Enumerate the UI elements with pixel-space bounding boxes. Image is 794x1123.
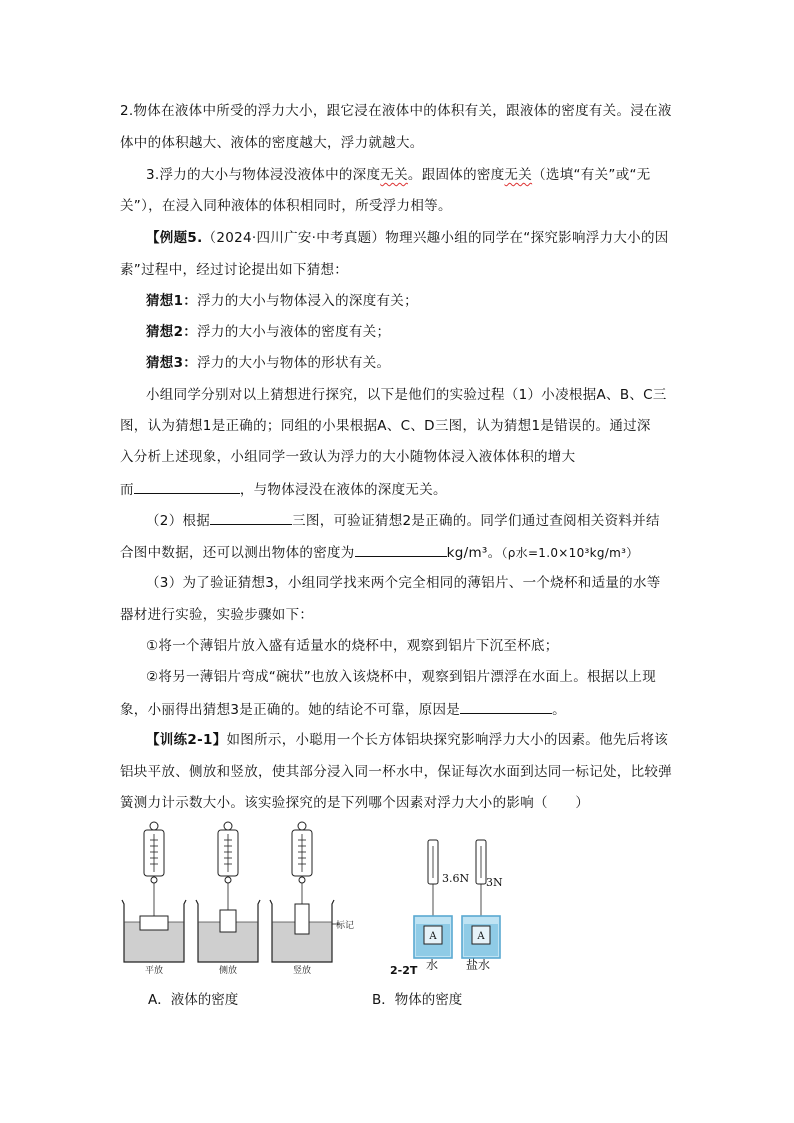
- svg-text:A: A: [429, 931, 437, 942]
- label-upright: 竖放: [292, 966, 312, 976]
- example-tag: 【例题5.: [146, 230, 203, 246]
- training-line2: 铝块平放、侧放和竖放，使其部分浸入同一杯水中，保证每次水面到达同一标记处，比较弹: [120, 764, 672, 780]
- reading-saltwater: 3N: [486, 876, 503, 889]
- answer-blank-2[interactable]: [210, 510, 292, 525]
- figure-id: 2-2T: [390, 964, 418, 977]
- option-a[interactable]: A．液体的密度: [148, 992, 239, 1008]
- q1-line3: 入分析上述现象，小组同学一致认为浮力的大小随物体浸入液体体积的增大: [120, 449, 576, 465]
- label-side: 侧放: [218, 966, 238, 976]
- answer-blank-4[interactable]: [460, 699, 552, 714]
- answer-depth: 无关: [380, 167, 408, 183]
- svg-text:A: A: [477, 931, 485, 942]
- q2-line2: 合图中数据，还可以测出物体的密度为 kg/m³。（ρ水=1.0×10³kg/m³）: [120, 542, 680, 563]
- label-saltwater: 盐水: [466, 958, 491, 972]
- summary-point-3-line1: 3.浮力的大小与物体浸没液体中的深度无关。跟固体的密度无关（选填“有关”或“无: [146, 167, 651, 183]
- summary-point-2-line2: 体中的体积越大、液体的密度越大，浮力就越大。: [120, 135, 424, 151]
- training-line3: 簧测力计示数大小。该实验探究的是下列哪个因素对浮力大小的影响（ ）: [120, 795, 590, 811]
- mark-label: 标记: [336, 921, 355, 931]
- block-upright: [295, 904, 309, 934]
- option-b[interactable]: B．物体的密度: [372, 992, 463, 1008]
- label-water: 水: [426, 958, 439, 972]
- q1-line2: 图，认为猜想1是正确的；同组的小果根据A、C、D三图，认为猜想1是错误的。通过深: [120, 418, 651, 434]
- guess-1: 猜想1：浮力的大小与物体浸入的深度有关；: [146, 293, 418, 309]
- guess-3: 猜想3：浮力的大小与物体的形状有关。: [146, 355, 391, 371]
- step-2: ②将另一薄铝片弯成“碗状”也放入该烧杯中，观察到铝片漂浮在水面上。根据以上现: [146, 669, 656, 685]
- example-5-line2: 素”过程中，经过讨论提出如下猜想：: [120, 262, 349, 278]
- summary-point-3-line2: 关”），在浸入同种液体的体积相同时，所受浮力相等。: [120, 198, 452, 214]
- label-flat: 平放: [144, 966, 164, 976]
- q2-line1: （2）根据 三图，可验证猜想2是正确的。同学们通过查阅相关资料并结: [146, 510, 680, 531]
- training-2-1-heading: 【训练2-1】如图所示，小聪用一个长方体铝块探究影响浮力大小的因素。他先后将该: [146, 732, 669, 748]
- block-flat: [140, 916, 168, 930]
- answer-blank-3[interactable]: [355, 542, 447, 557]
- block-side: [220, 910, 236, 932]
- answer-blank-1[interactable]: [134, 479, 240, 494]
- reading-water: 3.6N: [442, 872, 470, 885]
- example-5-heading: 【例题5.（2024·四川广安·中考真题）物理兴趣小组的同学在“探究影响浮力大小的因: [146, 230, 669, 246]
- guess-2: 猜想2：浮力的大小与液体的密度有关；: [146, 324, 391, 340]
- figure-three-orientations: [118, 820, 355, 976]
- q3-line2: 器材进行实验，实验步骤如下：: [120, 607, 314, 623]
- training-tag: 【训练2-1】: [146, 732, 227, 748]
- summary-point-2-line1: 2.物体在液体中所受的浮力大小，跟它浸在液体中的体积有关，跟液体的密度有关。浸在液: [120, 103, 672, 119]
- step-2-line2: 象，小丽得出猜想3是正确的。她的结论不可靠，原因是 。: [120, 699, 680, 720]
- q1-line1: 小组同学分别对以上猜想进行探究，以下是他们的实验过程（1）小凌根据A、B、C三: [146, 387, 667, 403]
- q3-line1: （3）为了验证猜想3，小组同学找来两个完全相同的薄铝片、一个烧杯和适量的水等: [146, 575, 661, 591]
- figure-water-saltwater: [386, 838, 526, 978]
- step-1: ①将一个薄铝片放入盛有适量水的烧杯中，观察到铝片下沉至杯底；: [146, 638, 559, 654]
- answer-density: 无关: [504, 167, 533, 183]
- q1-line4: 而 ，与物体浸没在液体的深度无关。: [120, 479, 680, 500]
